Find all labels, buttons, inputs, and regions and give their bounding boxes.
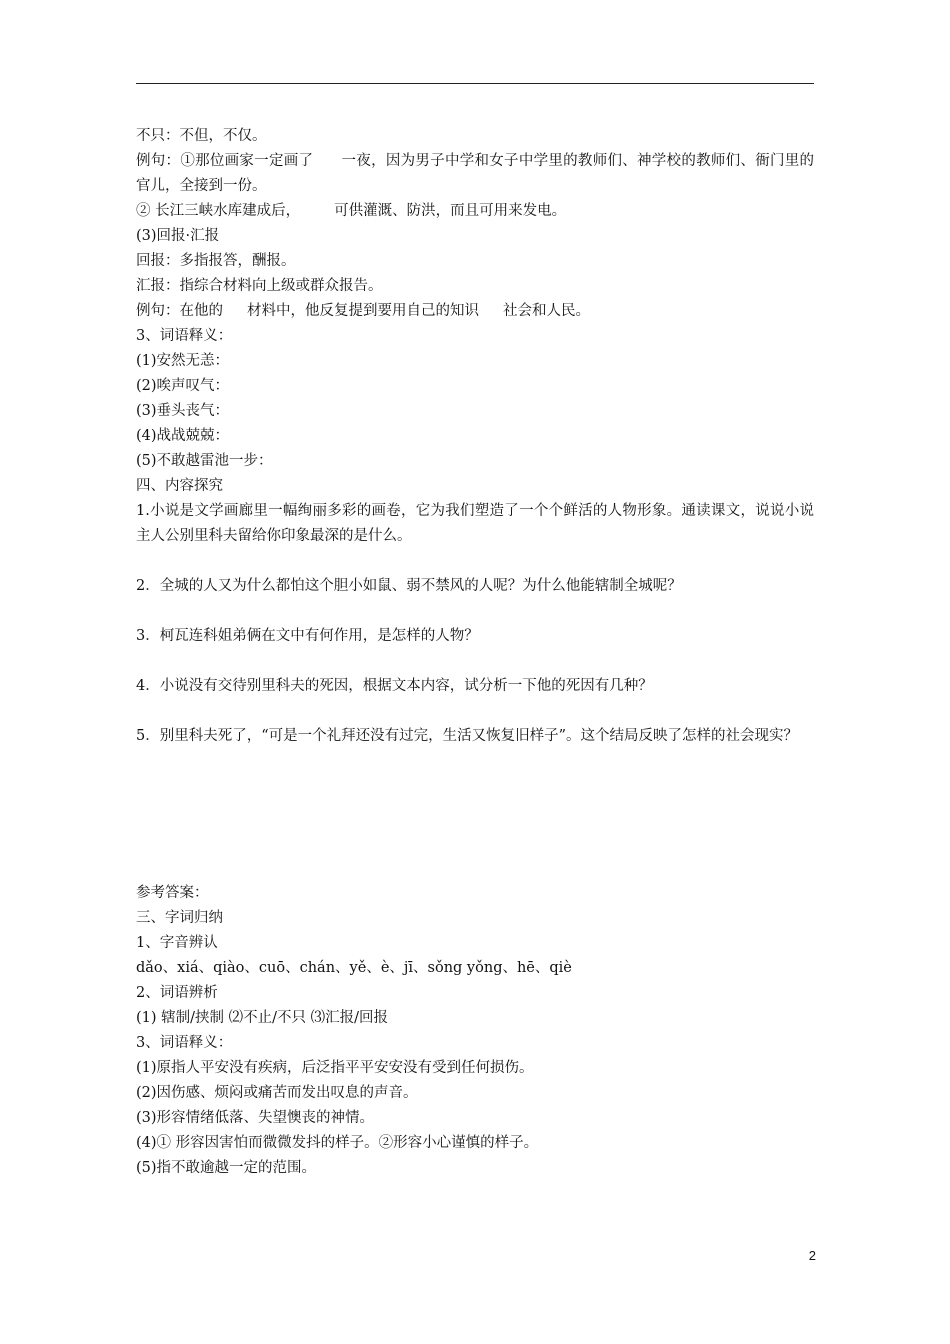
example-sentence-3: 例句：在他的 材料中，他反复提到要用自己的知识 社会和人民。 [136,303,590,319]
question-3: 3．柯瓦连科姐弟俩在文中有何作用，是怎样的人物？ [136,628,479,644]
item-3-title: (3)回报·汇报 [136,228,220,244]
definition-huibao-report: 汇报：指综合材料向上级或群众报告。 [136,278,383,294]
example-sentence-2: ② 长江三峡水库建成后， 可供灌溉、防洪，而且可用来发电。 [136,203,567,219]
answers-title: 参考答案： [136,885,209,901]
document-body [136,124,814,1181]
explain-item: (5)不敢越雷池一步： [136,453,273,469]
answers-pronunciation: dǎo、xiá、qiào、cuō、chán、yě、è、jī、sǒng yǒng、hē、qiè [136,960,572,976]
answer-item: (2)因伤感、烦闷或痛苦而发出叹息的声音。 [136,1085,418,1101]
question-1: 1.小说是文学画廊里一幅绚丽多彩的画卷，它为我们塑造了一个个鲜活的人物形象。通读课文，说说小说主人公别里科夫留给你印象最深的是什么。 [136,503,814,544]
answer-item: (3)形容情绪低落、失望懊丧的神情。 [136,1110,375,1126]
answers-explain-title: 3、词语释义： [136,1035,233,1051]
question-5: 5．别里科夫死了，“可是一个礼拜还没有过完，生活又恢复旧样子”。这个结局反映了怎样的社会现实？ [136,728,799,744]
explain-item: (3)垂头丧气： [136,403,230,419]
explain-item: (4)战战兢兢： [136,428,230,444]
answer-item: (5)指不敢逾越一定的范围。 [136,1160,317,1176]
explain-item: (1)安然无恙： [136,353,230,369]
answer-item: (1)原指人平安没有疾病，后泛指平平安安没有受到任何损伤。 [136,1060,534,1076]
explain-section-title: 3、词语释义： [136,328,233,344]
answers-section-3-title: 三、字词归纳 [136,910,223,926]
definition-huibao-return: 回报：多指报答，酬报。 [136,253,296,269]
inquiry-section-title: 四、内容探究 [136,478,223,494]
answers-pronunciation-title: 1、字音辨认 [136,935,218,951]
definition-buzhi: 不只：不但，不仅。 [136,128,267,144]
question-4: 4．小说没有交待别里科夫的死因，根据文本内容，试分析一下他的死因有几种？ [136,678,653,694]
answer-item: (4)① 形容因害怕而微微发抖的样子。②形容小心谨慎的样子。 [136,1135,539,1151]
answers-words: (1) 辖制/挟制 ⑵不止/不只 ⑶汇报/回报 [136,1010,389,1026]
header-rule [136,83,814,84]
example-sentence-1: 例句：①那位画家一定画了 一夜，因为男子中学和女子中学里的教师们、神学校的教师们、衙门里的官儿，全接到一份。 [136,153,815,194]
page-number: 2 [808,1248,816,1263]
explain-item: (2)唉声叹气： [136,378,230,394]
question-2: 2．全城的人又为什么都怕这个胆小如鼠、弱不禁风的人呢？为什么他能辖制全城呢？ [136,578,682,594]
answers-words-title: 2、词语辨析 [136,985,218,1001]
